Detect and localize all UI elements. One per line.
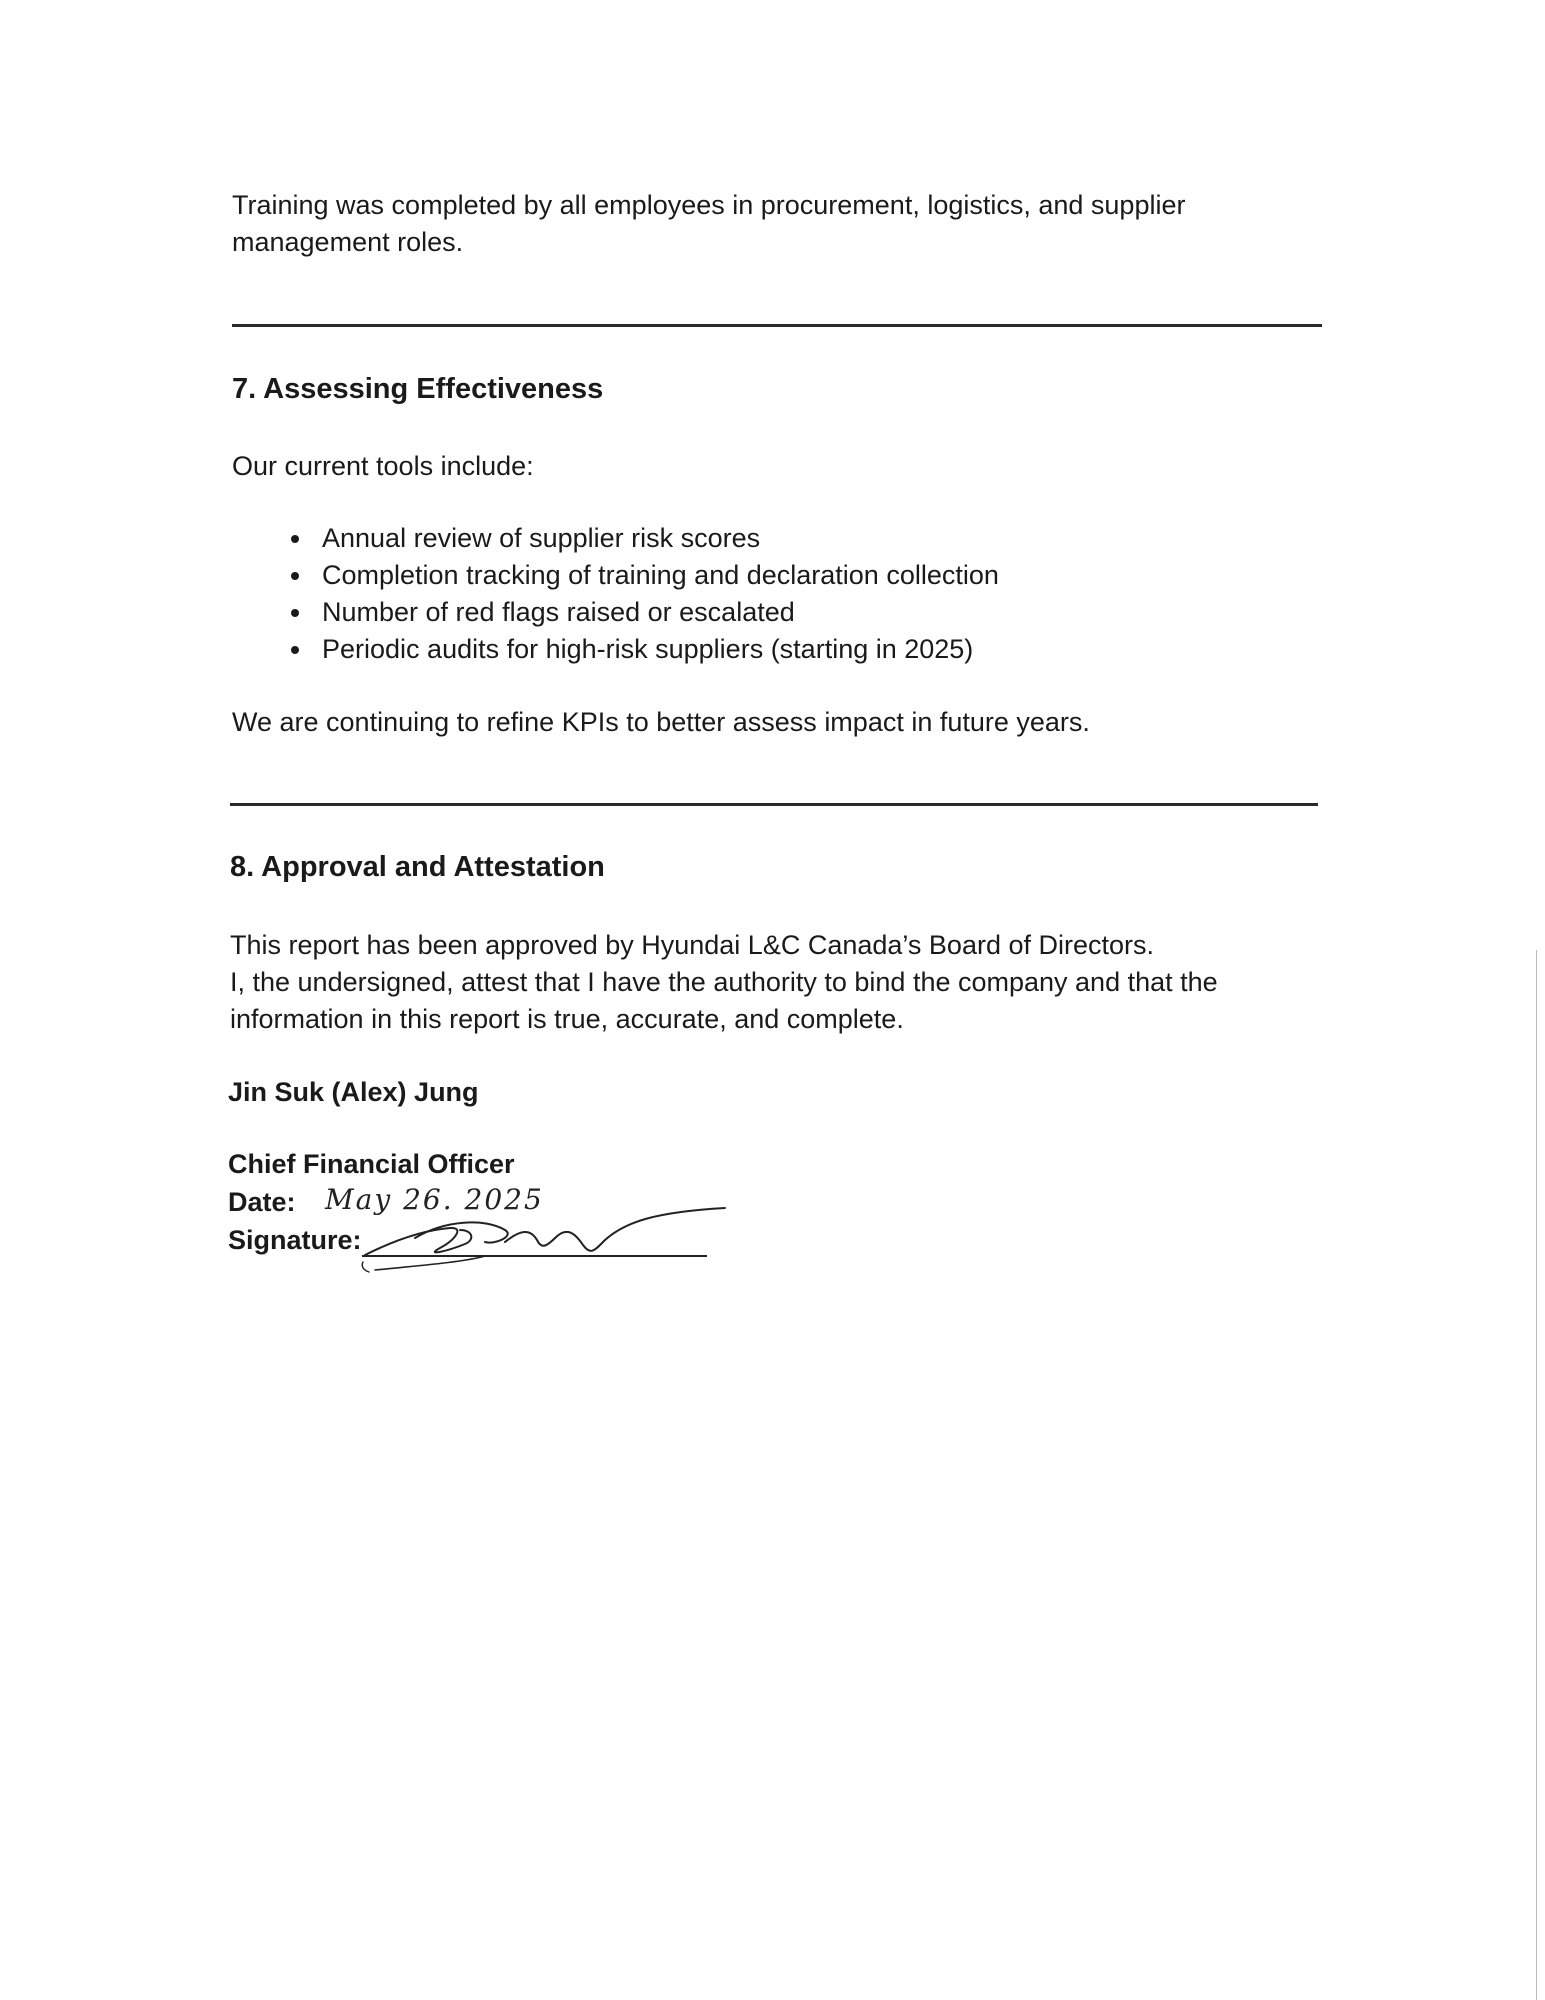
list-item [232, 520, 999, 557]
list-item-text: Number of red flags raised or escalated [322, 597, 795, 627]
signature-label: Signature: [228, 1225, 362, 1255]
handwritten-signature [355, 1200, 735, 1280]
section-7-intro: Our current tools include: [232, 451, 534, 481]
list-item-text: Annual review of supplier risk scores [322, 523, 761, 553]
effectiveness-tools-list [232, 520, 999, 668]
section-7-closing: We are continuing to refine KPIs to better assess impact in future years. [232, 707, 1090, 737]
section-7-heading: 7. Assessing Effectiveness [232, 373, 604, 405]
bullet-icon [291, 535, 299, 543]
list-item [232, 557, 999, 594]
bullet-icon [291, 646, 299, 654]
signatory-title: Chief Financial Officer [228, 1149, 515, 1179]
list-item-text: Completion tracking of training and declaration collection [322, 560, 999, 590]
scan-edge-line [1536, 950, 1537, 2000]
attestation-line-1: This report has been approved by Hyundai L&C Canada’s Board of Directors. [230, 930, 1155, 960]
list-item-text: Periodic audits for high-risk suppliers (starting in 2025) [322, 634, 974, 664]
handwritten-date: May 26. 2025 [325, 1183, 544, 1216]
section-divider-1 [232, 324, 1322, 327]
attestation-line-3: information in this report is true, accurate, and complete. [230, 1004, 904, 1034]
attestation-line-2: I, the undersigned, attest that I have the authority to bind the company and that the [230, 967, 1218, 997]
intro-line-2: management roles. [232, 227, 464, 257]
section-divider-2 [230, 803, 1318, 806]
signatory-name: Jin Suk (Alex) Jung [228, 1077, 479, 1107]
list-item [232, 631, 999, 668]
date-label: Date: [228, 1187, 296, 1217]
intro-line-1: Training was completed by all employees in procurement, logistics, and supplier [232, 190, 1186, 220]
section-8-heading: 8. Approval and Attestation [230, 851, 605, 883]
list-item [232, 594, 999, 631]
bullet-icon [291, 572, 299, 580]
bullet-icon [291, 609, 299, 617]
